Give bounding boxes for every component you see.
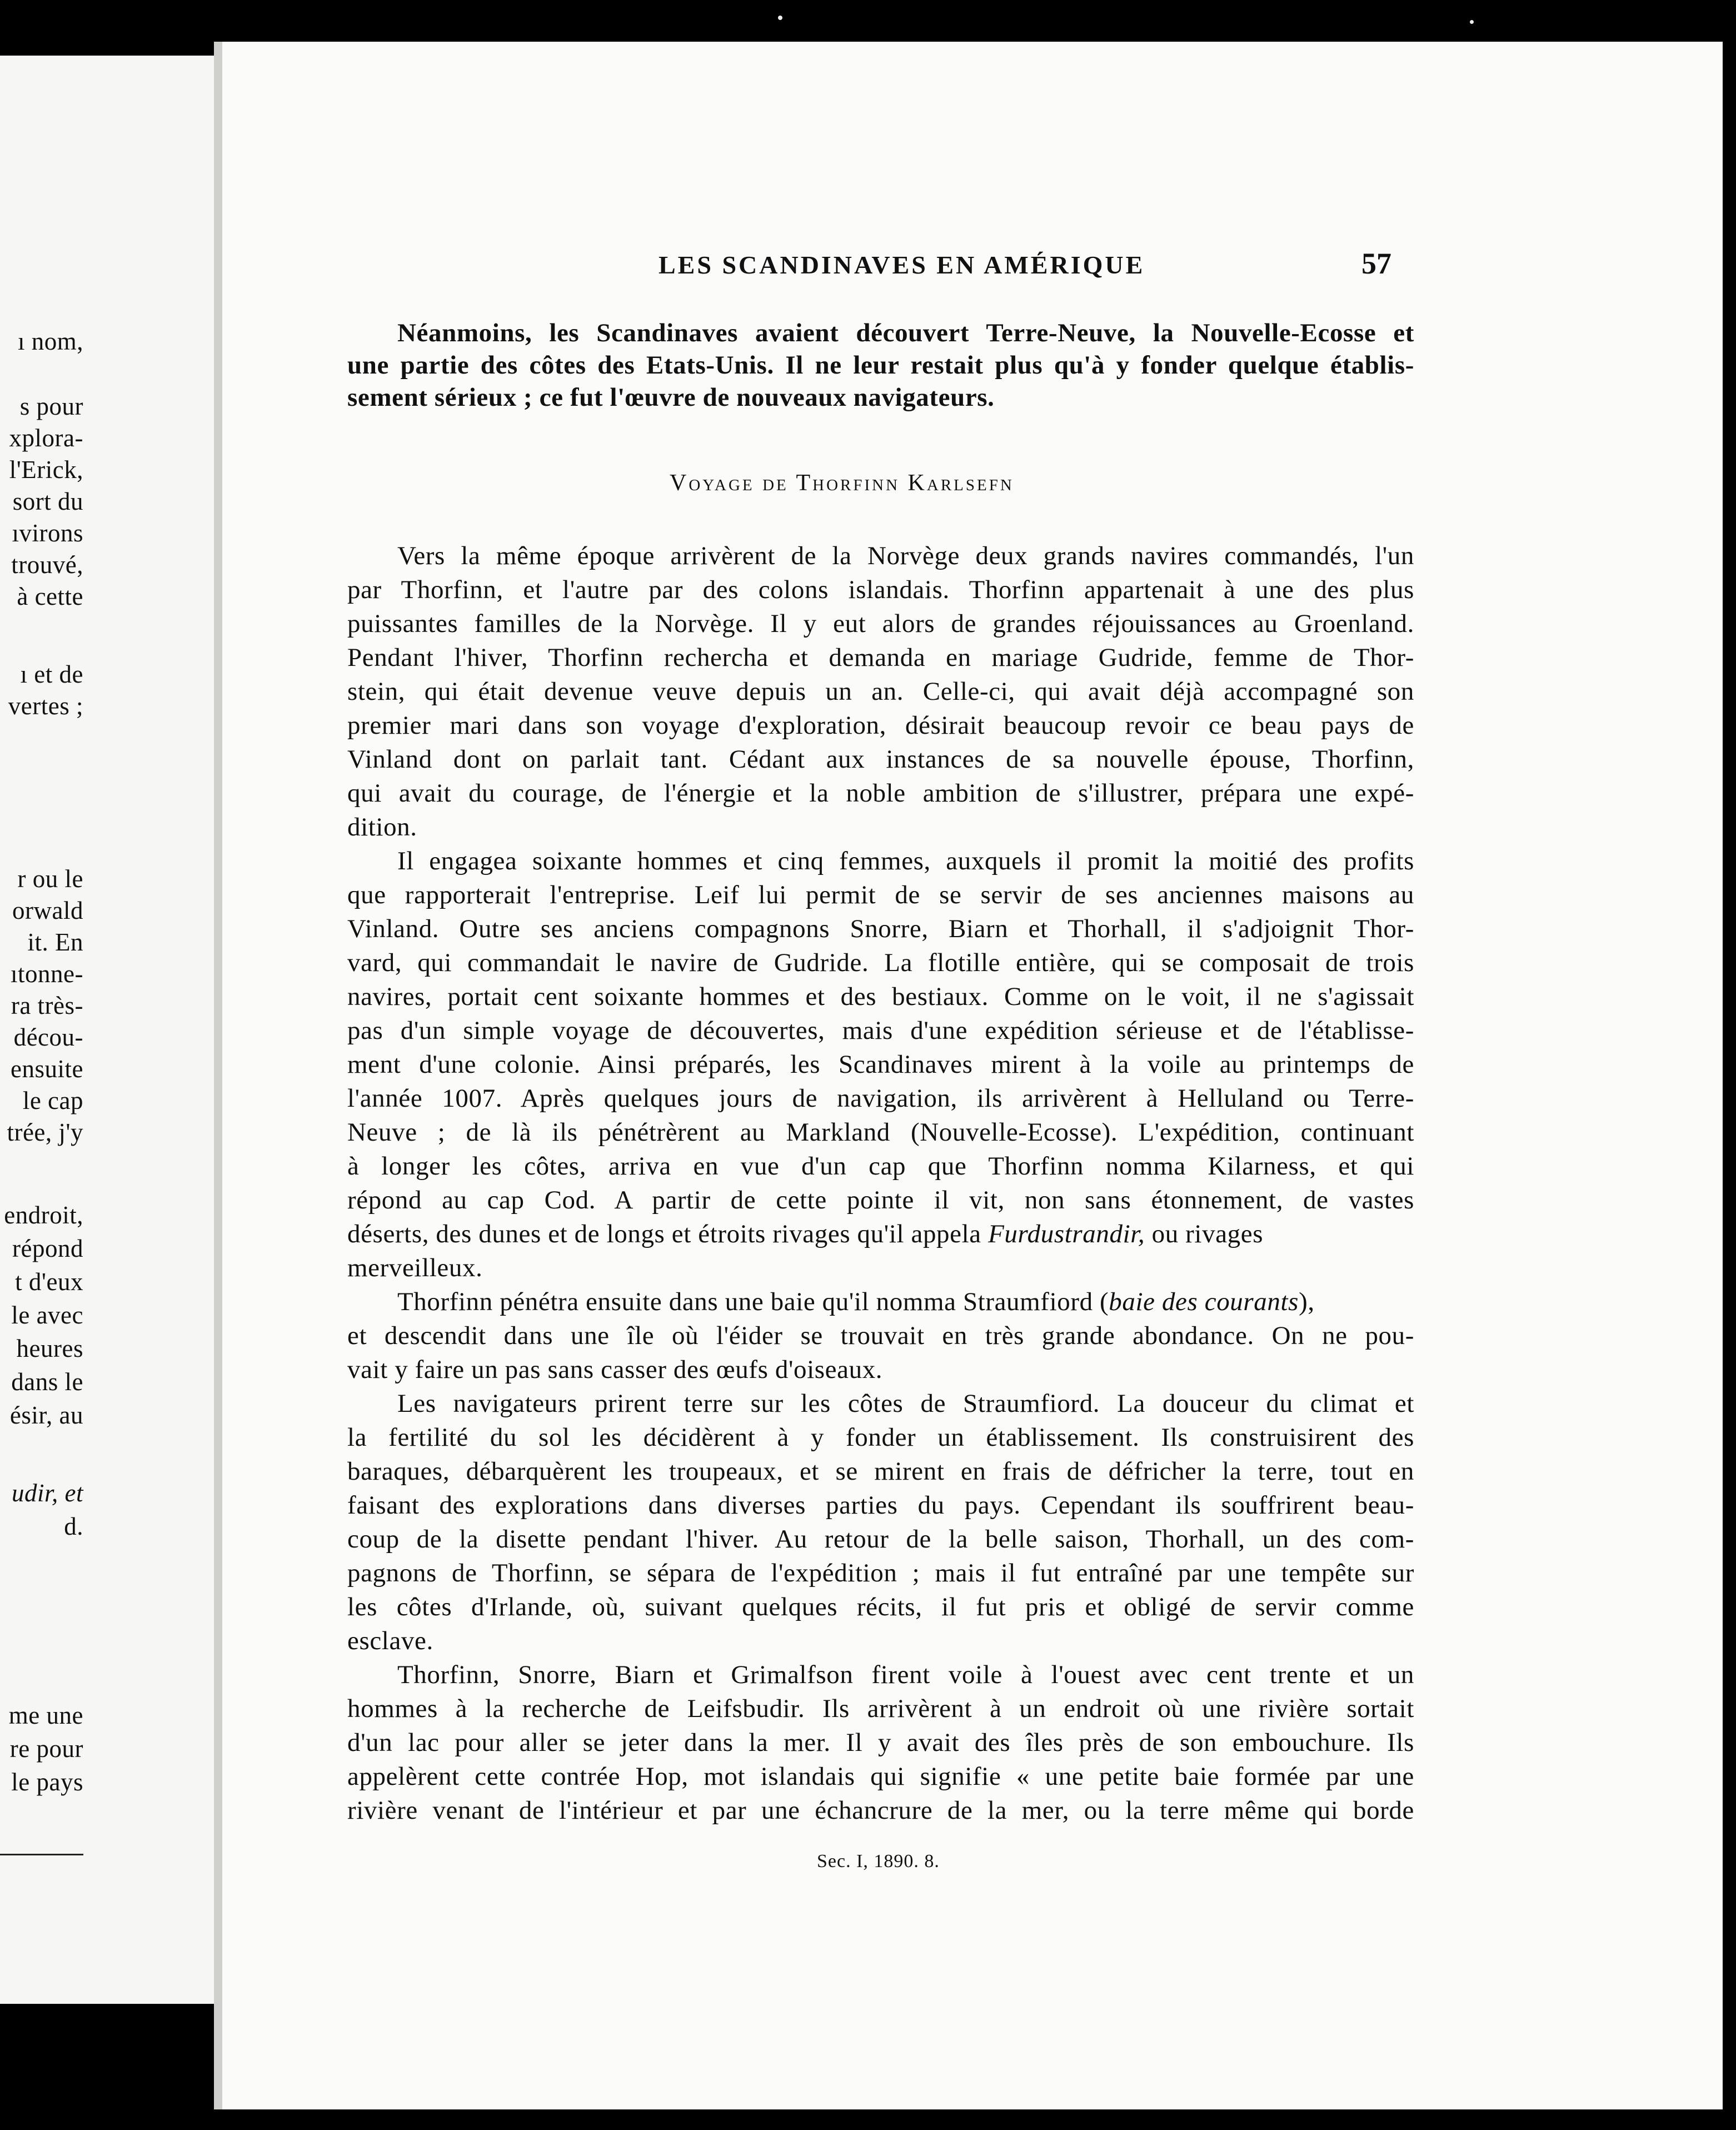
text-span: Thorfinn pénétra ensuite dans une baie qu'il nomma Straumfiord ( bbox=[397, 1287, 1109, 1316]
text-line: vait y faire un pas sans casser des œufs d'oiseaux. bbox=[347, 1355, 883, 1384]
text-line: hommes à la recherche de Leifsbudir. Ils arrivèrent à un endroit où une rivière sortait bbox=[347, 1694, 1414, 1723]
text-line: vard, qui commandait le navire de Gudride. La flotille entière, qui se composait de trois bbox=[347, 948, 1414, 977]
text-line: appelèrent cette contrée Hop, mot islandais qui signifie « une petite baie formée par une bbox=[347, 1762, 1414, 1791]
text-line: merveilleux. bbox=[347, 1253, 483, 1282]
left-line: ensuite bbox=[11, 1055, 83, 1083]
text-line: dition. bbox=[347, 813, 417, 842]
text-line: qui avait du courage, de l'énergie et la noble ambition de s'illustrer, prépara une expé- bbox=[347, 779, 1414, 808]
italic-term: Furdustrandir, bbox=[988, 1220, 1145, 1248]
left-line: orwald bbox=[12, 897, 83, 924]
left-line: r ou le bbox=[17, 865, 83, 893]
page-footer: Sec. I, 1890. 8. bbox=[817, 1851, 940, 1872]
left-line: t d'eux bbox=[15, 1268, 83, 1296]
left-line: s pour bbox=[19, 392, 83, 420]
text-line: ment d'une colonie. Ainsi préparés, les Scandinaves mirent à la voile au printemps de bbox=[347, 1050, 1414, 1079]
text-line: Vinland. Outre ses anciens compagnons Snorre, Biarn et Thorhall, il s'adjoignit Thor- bbox=[347, 914, 1414, 943]
left-line: udir, et bbox=[11, 1479, 83, 1507]
left-line: le cap bbox=[22, 1087, 83, 1114]
text-span: ou rivages bbox=[1145, 1220, 1264, 1248]
left-line: dans le bbox=[11, 1368, 83, 1396]
left-line: ı et de bbox=[20, 660, 83, 688]
text-line: par Thorfinn, et l'autre par des colons islandais. Thorfinn appartenait à une des plus bbox=[347, 575, 1414, 604]
text-line: les côtes d'Irlande, où, suivant quelques récits, il fut pris et obligé de servir comme bbox=[347, 1592, 1414, 1621]
text-line: que rapporterait l'entreprise. Leif lui permit de se servir de ses anciennes maisons au bbox=[347, 880, 1414, 909]
text-line: Vers la même époque arrivèrent de la Norvège deux grands navires commandés, l'un bbox=[397, 541, 1414, 570]
text-line: répond au cap Cod. A partir de cette pointe il vit, non sans étonnement, de vastes bbox=[347, 1186, 1414, 1215]
text-line: pas d'un simple voyage de découvertes, mais d'une expédition sérieuse et de l'établisse- bbox=[347, 1016, 1414, 1045]
left-line: re pour bbox=[9, 1735, 83, 1763]
left-line: endroit, bbox=[4, 1201, 83, 1229]
text-line: Neuve ; de là ils pénétrèrent au Markland (Nouvelle-Ecosse). L'expédition, continuant bbox=[347, 1118, 1414, 1147]
left-line: d. bbox=[64, 1512, 83, 1540]
text-line: stein, qui était devenue veuve depuis un an. Celle-ci, qui avait déjà accompagné son bbox=[347, 677, 1414, 706]
left-line: xplora- bbox=[9, 424, 83, 452]
text-line: d'un lac pour aller se jeter dans la mer. Il y avait des îles près de son embouchure. Ils bbox=[347, 1728, 1414, 1757]
left-line: me une bbox=[8, 1701, 83, 1729]
italic-term: baie des courants bbox=[1109, 1287, 1299, 1316]
left-line: sort du bbox=[12, 487, 83, 515]
text-line: Il engagea soixante hommes et cinq femmes, auxquels il promit la moitié des profits bbox=[397, 847, 1414, 875]
text-line: pagnons de Thorfinn, se sépara de l'expédition ; mais il fut entraîné par une tempête sur bbox=[347, 1559, 1414, 1587]
left-line: vertes ; bbox=[8, 692, 83, 720]
text-line bbox=[347, 1219, 1414, 1249]
left-footnote-rule bbox=[0, 1854, 83, 1855]
text-line: la fertilité du sol les décidèrent à y fonder un établissement. Ils construisirent des bbox=[347, 1423, 1414, 1452]
book-page bbox=[220, 42, 1723, 2109]
text-line: à longer les côtes, arriva en vue d'un cap que Thorfinn nomma Kilarness, et qui bbox=[347, 1152, 1414, 1181]
left-line: le avec bbox=[11, 1301, 83, 1329]
text-line: rivière venant de l'intérieur et par une échancrure de la mer, ou la terre même qui borde bbox=[347, 1796, 1414, 1825]
text-line: Les navigateurs prirent terre sur les côtes de Straumfiord. La douceur du climat et bbox=[397, 1389, 1414, 1418]
text-line: Thorfinn, Snorre, Biarn et Grimalfson firent voile à l'ouest avec cent trente et un bbox=[397, 1660, 1414, 1689]
left-line: à cette bbox=[17, 583, 83, 610]
section-title: Voyage de Thorfinn Karlsefn bbox=[670, 470, 1014, 496]
left-line: répond bbox=[12, 1235, 83, 1262]
text-line: sement sérieux ; ce fut l'œuvre de nouveaux navigateurs. bbox=[347, 383, 995, 412]
scan-speck bbox=[1470, 20, 1474, 24]
text-line: navires, portait cent soixante hommes et des bestiaux. Comme on le voit, il ne s'agissait bbox=[347, 982, 1414, 1011]
left-line: trouvé, bbox=[11, 551, 83, 579]
text-line: l'année 1007. Après quelques jours de navigation, ils arrivèrent à Helluland ou Terre- bbox=[347, 1084, 1414, 1113]
text-line bbox=[347, 1287, 1414, 1317]
left-line: le pays bbox=[11, 1768, 83, 1796]
left-line: ra très- bbox=[11, 992, 83, 1019]
text-span: déserts, des dunes et de longs et étroits rivages qu'il appela bbox=[347, 1220, 989, 1248]
text-line: Néanmoins, les Scandinaves avaient découvert Terre-Neuve, la Nouvelle-Ecosse et bbox=[397, 318, 1414, 347]
left-line: décou- bbox=[13, 1023, 83, 1051]
text-line: esclave. bbox=[347, 1626, 433, 1655]
text-line: Vinland dont on parlait tant. Cédant aux instances de sa nouvelle épouse, Thorfinn, bbox=[347, 745, 1414, 774]
text-line: premier mari dans son voyage d'exploration, désirait beaucoup revoir ce beau pays de bbox=[347, 711, 1414, 740]
scan-speck bbox=[778, 16, 782, 20]
text-line: baraques, débarquèrent les troupeaux, et se mirent en frais de défricher la terre, tout en bbox=[347, 1457, 1414, 1486]
left-line: trée, j'y bbox=[7, 1118, 83, 1146]
left-line: ıtonne- bbox=[11, 960, 83, 988]
left-line: ıvirons bbox=[12, 519, 83, 547]
previous-page-fragment bbox=[0, 56, 217, 2004]
page-shadow bbox=[214, 42, 222, 2109]
text-span: ), bbox=[1299, 1287, 1315, 1316]
text-line: faisant des explorations dans diverses parties du pays. Cependant ils souffrirent beau- bbox=[347, 1491, 1414, 1520]
left-line: l'Erick, bbox=[9, 456, 83, 484]
text-line: et descendit dans une île où l'éider se trouvait en très grande abondance. On ne pou- bbox=[347, 1321, 1414, 1350]
left-line: heures bbox=[16, 1335, 83, 1362]
left-line: ı nom, bbox=[17, 327, 83, 355]
left-line: it. En bbox=[27, 928, 83, 956]
text-line: coup de la disette pendant l'hiver. Au retour de la belle saison, Thorhall, un des com- bbox=[347, 1525, 1414, 1554]
page-number: 57 bbox=[1361, 247, 1391, 280]
running-head: LES SCANDINAVES EN AMÉRIQUE bbox=[659, 251, 1145, 279]
text-line: une partie des côtes des Etats-Unis. Il ne leur restait plus qu'à y fonder quelque établis- bbox=[347, 351, 1414, 380]
text-line: Pendant l'hiver, Thorfinn rechercha et demanda en mariage Gudride, femme de Thor- bbox=[347, 643, 1414, 672]
left-line: ésir, au bbox=[9, 1401, 83, 1429]
text-line: puissantes familles de la Norvège. Il y eut alors de grandes réjouissances au Groenland. bbox=[347, 609, 1414, 638]
